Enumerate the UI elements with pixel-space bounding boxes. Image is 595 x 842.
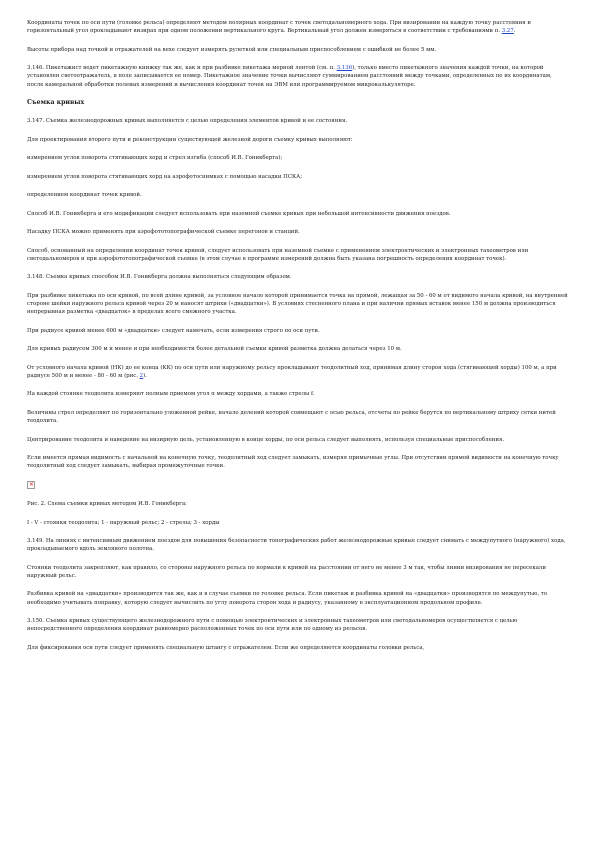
paragraph: Стоянки теодолита закрепляют, как правило, со стороны наружного рельса по нормали к кривой на расстоянии от него не менее 3 м так, чтобы линии визирования не пересекали наружный рельс. — [27, 564, 546, 579]
paragraph: 3.150. Съемка кривых существующего железнодорожного пути с помощью электронтических и электронных тахеометров или светодальномеров осуществляется с целью непосредственного определения координат равномерно расположенных точек по оси пути или по одному из рельсов. — [27, 618, 518, 633]
section-heading: Съемка кривых — [27, 99, 85, 107]
text-run: Координаты точек по оси пути (головке рельса) определяют методом полярных координат с точек светодальномерного хода. При визировании на каждую точку расстояния и горизонтальный угол прокладывают визирах при одном положении вертикального круга. Вертикальный угол должен измеряться в соответствии с требованиями п. — [27, 20, 532, 35]
paragraph: На каждой стоянке теодолита измеряют полным приемом угол α между хордами, а также стрелы f. — [27, 391, 315, 398]
broken-image-glyph: × — [29, 480, 35, 488]
paragraph: 3.148. Съемка кривых способом И.В. Гоникберга должна выполняться следующим образом. — [27, 274, 292, 281]
text-run: От условного начала кривой (НК) до ее конца (КК) по оси пути или наружному рельсу прокладывают теодолитный ход, принимая длину сторон хода (стягивающей хорды) 100 м, а при радиусе 500 м и менее - 80 - 60 м (рис. — [27, 364, 557, 379]
figure-caption: Рис. 2. Схема съемки кривых методом И.В. Гоникберга: — [27, 501, 187, 508]
paragraph: Для фиксирования оси пути следует применять специальную штангу с отражателем. Если же определяются координаты головки рельса, — [27, 644, 425, 651]
paragraph: При разбивке пикетажа по оси кривой, по всей длине кривой, за условное начало которой принимается точка на прямой, лежащая за 50 - 60 м от видимого начала кривой, на внутренней стороне шейки наружного рельса кривой через 20 м наносят штрихи («двадцатки»). В условиях стесненного плана и при наличии прямых вставок менее 150 м должна производиться непрерывная разметка «двадцаток» в пределах всего смежного участка. — [27, 292, 568, 316]
text-run: . — [513, 28, 516, 35]
paragraph: 3.149. На линиях с интенсивным движением поездов для повышения безопасности топографических работ железнодорожные кривые следует снимать с междупутного (наружного) хода, прокладываемого вдоль земляного полотна. — [27, 538, 566, 553]
paragraph: 3.147. Съемка железнодорожных кривых выполняется с целью определения элементов кривой и ее состояния. — [27, 118, 348, 125]
paragraph: измерением углов поворота стягивающих хорд на аэрофотоснимках с помощью насадки ПСКА; — [27, 173, 303, 180]
paragraph: определением координат точек кривой. — [27, 192, 142, 199]
text-run: ), только вместо пикетажного значения каждой точки, на которой установлен светоотражатель, в поле записывается ее номер. Пикетажное значение точки вычисляют суммированием расстояний между точками, определенных по их координатам, после камеральной обработки полевых измерений и вычисления координат точек на ЭВМ или программируемом микрокалькуляторе. — [27, 65, 552, 88]
paragraph: Разбивка кривой на «двадцатки» производится так же, как и в случае съемки по головке рельса. Если пикетаж и разбивка кривой на «двадцатки» производятся по междупутью, то необходимо учитывать поправку, которую следует вычислить по углу поворота сторон хода и радиусу, указанному в эксплуатационном продольном профиле. — [27, 591, 548, 606]
paragraph: При радиусе кривой менее 600 м «двадцатки» следует намечать, если измерения строго по оси пути. — [27, 327, 320, 334]
paragraph: Способ, основанный на определении координат точек кривой, следует использовать при наземной съемке с применением электронтических и электронных тахеометров или светодальномеров и при аэрофототопографической съемке (в этом случае в программе измерений должна быть указана погрешность определения координат точек). — [27, 247, 529, 262]
section-link[interactable]: 3.27 — [501, 28, 514, 35]
paragraph: Если имеется прямая видимость с начальной на конечную точку, теодолитный ход следует замыкать, измеряя примычные углы. При отсутствии прямой видимости на конечную точку теодолитный ход следует замыкать, выбирая промежуточные точки. — [27, 455, 559, 470]
broken-image-icon — [27, 481, 35, 489]
figure-link[interactable]: 2 — [139, 372, 144, 379]
paragraph — [27, 19, 568, 35]
text-run: ). — [143, 372, 147, 379]
text-run: 3.146. Пикетажист ведет пикетажную книжку так же, как и при разбивке пикетажа мерной лентой (см. п. — [27, 65, 337, 72]
paragraph: Для проектирования второго пути и реконструкции существующей железной дороги съемку кривых выполняют: — [27, 136, 353, 143]
figure-legend: I - V - стоянки теодолита; 1 - наружный рельс; 2 - стрелы; 3 - хорды — [27, 519, 220, 526]
paragraph: Величины стрел определяют по горизонтально уложенной рейке, начало делений которой совмещают с осью рельса, отсчеты по рейке берутся по вертикальному штриху сетки нитей теодолита. — [27, 409, 556, 425]
paragraph: Насадку ПСКА можно применять при аэрофототопографической съемке перегонов и станций. — [27, 229, 300, 236]
paragraph: Способ И.В. Гоникберга и его модификации следует использовать при наземной съемке кривых при небольшой интенсивности движения поездов. — [27, 210, 451, 217]
document-page — [27, 0, 568, 662]
paragraph: Центрирование теодолита и наведение на визирную цель, установленную в конце хорды, по оси рельса следует выполнять, используя специальные приспособления. — [27, 436, 505, 443]
paragraph — [27, 364, 568, 380]
paragraph: Для кривых радиусом 300 м и менее и при необходимости более детальной съемки кривой разметка должна делаться через 10 м. — [27, 346, 402, 353]
paragraph: измерением углов поворота стягивающих хорд и стрел изгиба (способ И.В. Гоникберга); — [27, 155, 283, 162]
paragraph — [27, 64, 568, 89]
section-link[interactable]: 3.136 — [336, 65, 353, 72]
figure-image — [27, 481, 568, 492]
paragraph: Высоты прибора над точкой и отражателей на вехе следует измерять рулеткой или специальным приспособлением с ошибкой не более 5 мм. — [27, 46, 437, 53]
